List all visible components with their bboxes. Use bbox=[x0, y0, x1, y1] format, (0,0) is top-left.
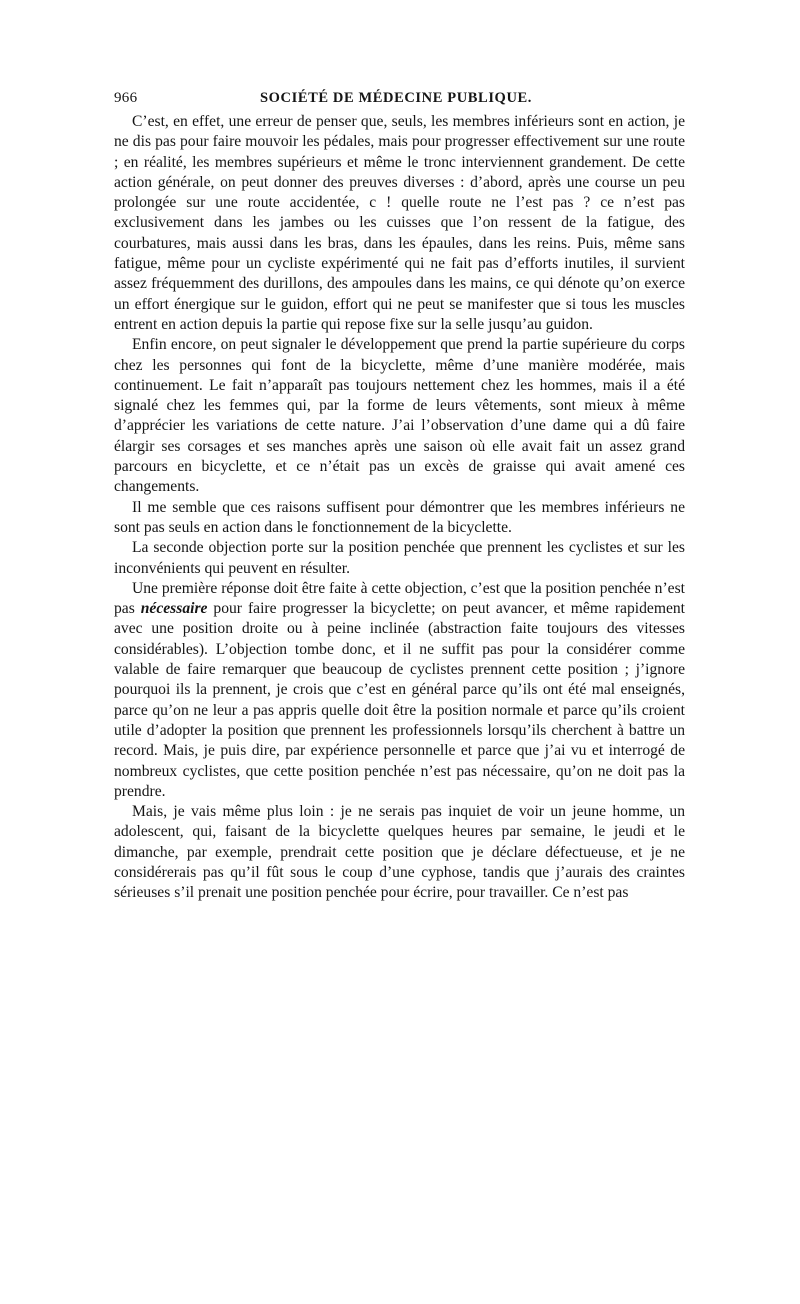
paragraph-text-before: Une première réponse doit être faite à cette objection, c’est que la position penchée n’est pas bbox=[114, 579, 685, 618]
running-head bbox=[114, 88, 685, 112]
journal-title: SOCIÉTÉ DE MÉDECINE PUBLIQUE. bbox=[260, 90, 533, 106]
paragraph-text-after: pour faire progresser la bicyclette; on peut avancer, et même rapidement avec une position droite ou à peine inclinée (abstraction faite toujours des vitesses considérables). L’objection tombe donc, et il ne suffit pas pour la considérer comme valable de faire remarquer que beaucoup de cyclistes prennent cette position ; j’ignore pourquoi ils la prennent, je crois que c’est en général parce qu’ils ont été mal enseignés, parce qu’on ne leur a pas appris quelle doit être la position normale et parce qu’ils croient utile d’adopter la position que prennent les professionnels lorsqu’ils cherchent à battre un record. Mais, je puis dire, par expérience personnelle et parce que j’ai vu et interrogé de nombreux cyclistes, que cette position penchée n’est pas nécessaire, qu’on ne doit pas la prendre. bbox=[114, 600, 685, 800]
paragraph-raisons: Il me semble que ces raisons suffisent pour démontrer que les membres inférieurs ne sont pas seuls en action dans le fonctionnement de la bicyclette. bbox=[114, 498, 685, 536]
page-number: 966 bbox=[114, 90, 138, 106]
paragraph-seconde-objection: La seconde objection porte sur la position penchée que prennent les cyclistes et sur les inconvénients qui peuvent en résulter. bbox=[114, 539, 685, 577]
paragraph-premiere-reponse bbox=[114, 579, 685, 802]
article-body bbox=[114, 112, 685, 904]
paragraph-membres-inferieurs: C’est, en effet, une erreur de penser que, seuls, les membres inférieurs sont en action, je ne dis pas pour faire mouvoir les pédales, mais pour progresser effectivement sur une route ; en réalité, les membres supérieurs et même le tronc interviennent grandement. De cette action générale, on peut donner des preuves diverses : d’abord, après une course un peu prolongée sur une route accidentée, c ! quelle route ne l’est pas ? ce n’est pas exclusivement dans les jambes ou les cuisses que l’on ressent de la fatigue, des courbatures, mais aussi dans les bras, dans les épaules, dans les reins. Puis, même sans fatigue, même pour un cycliste expérimenté qui ne fait pas d’efforts inutiles, il survient assez fréquemment des durillons, des ampoules dans les mains, ce qui dénote qu’on exerce un effort énergique sur le guidon, effort qui ne peut se manifester que si tous les muscles entrent en action depuis la partie qui repose fixe sur la selle jusqu’au guidon. bbox=[114, 113, 685, 333]
paragraph-developpement: Enfin encore, on peut signaler le développement que prend la partie supérieure du corps chez les personnes qui font de la bicyclette, même d’une manière modérée, mais continuement. Le fait n’apparaît pas toujours nettement chez les hommes, mais il a été signalé chez les femmes qui, par la forme de leurs vêtements, sont mieux à même d’apprécier les variations de cette nature. J’ai l’observation d’une dame qui a dû faire élargir ses corsages et ses manches après une saison où elle avait fait un assez grand parcours en bicyclette, et ce n’était pas un excès de graisse qui avait amené ces changements. bbox=[114, 336, 685, 496]
emphasis-necessaire: nécessaire bbox=[140, 600, 208, 618]
journal-page bbox=[114, 88, 685, 904]
paragraph-plus-loin: Mais, je vais même plus loin : je ne serais pas inquiet de voir un jeune homme, un adolescent, qui, faisant de la bicyclette quelques heures par semaine, le jeudi et le dimanche, par exemple, prendrait cette position que je déclare défectueuse, et je ne considérerais pas qu’il fût sous le coup d’une cyphose, tandis que j’aurais des craintes sérieuses s’il prenait une position penchée pour écrire, pour travailler. Ce n’est pas bbox=[114, 803, 685, 902]
